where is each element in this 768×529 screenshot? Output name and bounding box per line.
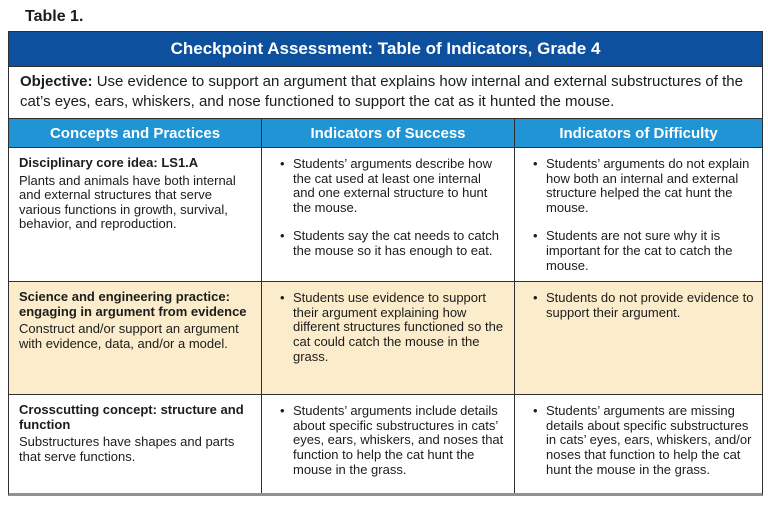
difficulty-list <box>523 404 754 477</box>
concepts-cell <box>9 148 261 281</box>
success-list <box>270 404 506 477</box>
concepts-cell <box>9 282 261 394</box>
concept-heading: Science and engineering practice: engaging in argument from evidence <box>19 289 247 319</box>
indicators-table <box>8 31 763 496</box>
objective-row <box>9 66 762 118</box>
success-list <box>270 157 506 259</box>
column-header-concepts: Concepts and Practices <box>49 125 221 142</box>
bullet-item: • Students use evidence to support their argument explaining how different structures functioned so the cat could catch the mouse in the grass. <box>280 291 506 364</box>
concept-heading: Crosscutting concept: structure and function <box>19 402 244 432</box>
difficulty-cell <box>514 395 762 493</box>
success-cell <box>261 148 514 281</box>
difficulty-cell <box>514 282 762 394</box>
concept-description: Construct and/or support an argument with evidence, data, and/or a model. <box>19 321 239 351</box>
table-title: Checkpoint Assessment: Table of Indicators, Grade 4 <box>9 32 762 66</box>
bullet-item: • Students’ arguments include details about specific substructures in cats’ eyes, ears, whiskers, and noses that function to help the cat hunt the mouse in the grass. <box>280 404 506 477</box>
bullet-item: • Students say the cat needs to catch the mouse so it has enough to eat. <box>280 229 506 258</box>
bullet-item: • Students’ arguments do not explain how both an internal and external structure helped the cat hunt the mouse. <box>533 157 754 215</box>
success-cell <box>261 282 514 394</box>
concepts-cell <box>9 395 261 493</box>
bullet-item: • Students’ arguments describe how the cat used at least one internal and one external structure to hunt the mouse. <box>280 157 506 215</box>
column-header-success: Indicators of Success <box>261 119 514 147</box>
table-row-sep-practice <box>9 281 762 394</box>
bullet-item: • Students do not provide evidence to support their argument. <box>533 291 754 320</box>
difficulty-list <box>523 157 754 273</box>
objective-label: Objective: <box>20 73 93 90</box>
concept-description: Plants and animals have both internal and external structures that serve various functions in growth, survival, behavior, and reproduction. <box>19 172 236 232</box>
table-row-core-idea <box>9 147 762 281</box>
column-header-difficulty: Indicators of Difficulty <box>514 119 762 147</box>
table-row-crosscutting <box>9 394 762 493</box>
concept-description: Substructures have shapes and parts that serve functions. <box>19 434 235 464</box>
success-list <box>270 291 506 364</box>
difficulty-cell <box>514 148 762 281</box>
concept-heading: Disciplinary core idea: LS1.A <box>19 155 199 170</box>
bullet-item: • Students’ arguments are missing details about specific substructures in cats’ eyes, ears, whiskers, and/or noses that function to help the cat hunt the mouse in the grass. <box>533 404 754 477</box>
success-cell <box>261 395 514 493</box>
table-caption: Table 1. <box>25 8 84 25</box>
difficulty-list <box>523 291 754 320</box>
objective-text: Use evidence to support an argument that explains how internal and external substructures of the cat’s eyes, ears, whiskers, and nose functioned to support the cat as it hunted the mouse. <box>20 73 743 110</box>
bullet-item: • Students are not sure why it is important for the cat to catch the mouse. <box>533 229 754 273</box>
column-header-row <box>9 118 762 147</box>
